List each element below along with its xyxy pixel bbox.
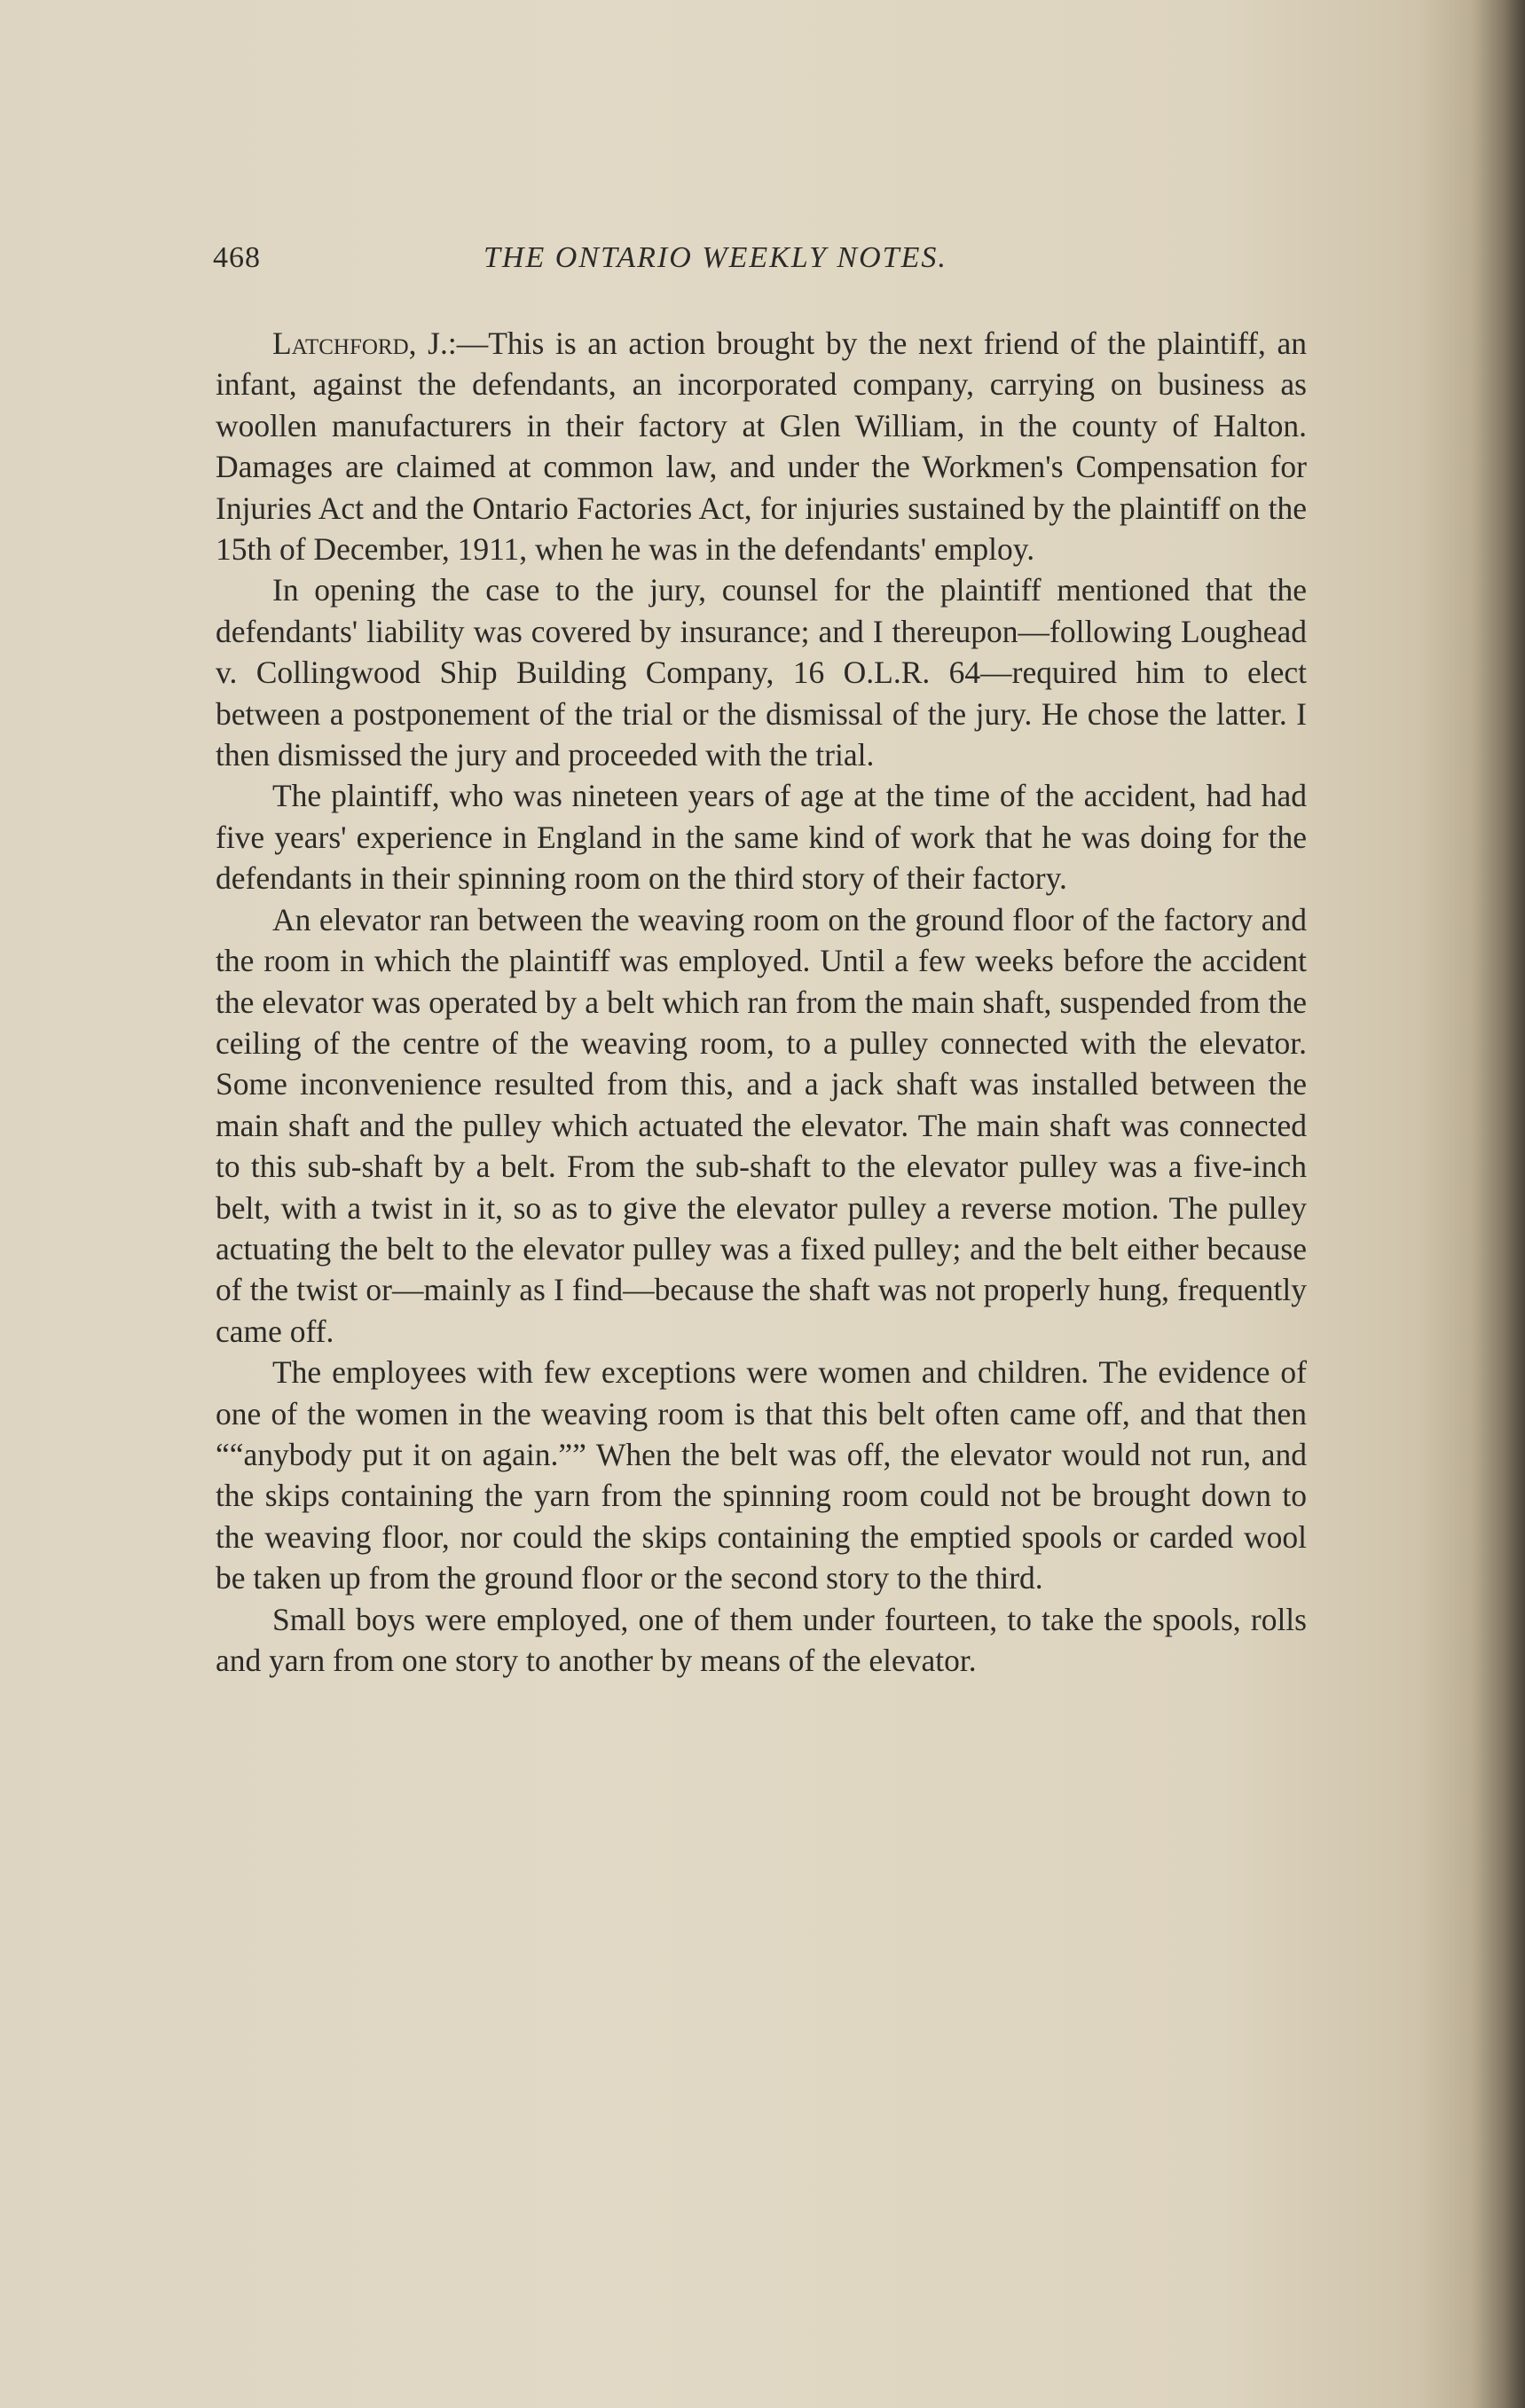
paragraph-3: The plaintiff, who was nineteen years of age at the time of the accident, had had five years' experience in England in the same kind of work that he was doing for the defendants in their spinning room on the third story of their factory. <box>216 778 1307 897</box>
paragraph-5: The employees with few exceptions were women and children. The evidence of one of the women in the weaving room is that this belt often came off, and that then ““anybody put it on again.”” When the belt was off, the elevator would not run, and the skips containing the yarn from the spinning room could not be brought down to the weaving floor, nor could the skips containing the emptied spools or carded wool be taken up from the ground floor or the second story to the third. <box>216 1354 1307 1596</box>
running-head <box>213 241 1011 286</box>
paragraph-1 <box>216 323 1307 569</box>
judge-name: Latchford, J. <box>272 326 448 361</box>
journal-title: THE ONTARIO WEEKLY NOTES. <box>483 241 947 274</box>
paragraph-4: An elevator ran between the weaving room on the ground floor of the factory and the room in which the plaintiff was employed. Until a few weeks before the accident the elevator was operated by a belt which ran from the main shaft, suspended from the ceiling of the centre of the weaving room, to a pulley connected with the elevator. Some inconvenience resulted from this, and a jack shaft was installed between the main shaft and the pulley which actuated the elevator. The main shaft was connected to this sub-shaft by a belt. From the sub-shaft to the elevator pulley was a five-inch belt, with a twist in it, so as to give the elevator pulley a reverse motion. The pulley actuating the belt to the elevator pulley was a fixed pulley; and the belt either because of the twist or—mainly as I find—because the shaft was not properly hung, frequently came off. <box>216 901 1307 1349</box>
paragraph-1-text: :—This is an action brought by the next friend of the plaintiff, an infant, against the defendants, an incorporated company, carrying on business as woollen manufacturers in their factory at Glen William, in the county of Halton. Damages are claimed at common law, and under the Workmen's Compensation for Injuries Act and the Ontario Factories Act, for injuries sustained by the plaintiff on the 15th of December, 1911, when he was in the defendants' employ. <box>216 326 1307 568</box>
page-edge-shadow <box>1472 0 1525 2408</box>
body-text <box>216 323 1307 1681</box>
paragraph-2: In opening the case to the jury, counsel for the plaintiff mentioned that the defendants' liability was covered by insurance; and I thereupon—following Loughead v. Collingwood Ship Building Company, 16 O.L.R. 64—required him to elect between a postponement of the trial or the dismissal of the jury. He chose the latter. I then dismissed the jury and proceeded with the trial. <box>216 572 1307 773</box>
page-number: 468 <box>213 241 261 274</box>
paragraph-6: Small boys were employed, one of them under fourteen, to take the spools, rolls and yarn from one story to another by means of the elevator. <box>216 1601 1307 1678</box>
